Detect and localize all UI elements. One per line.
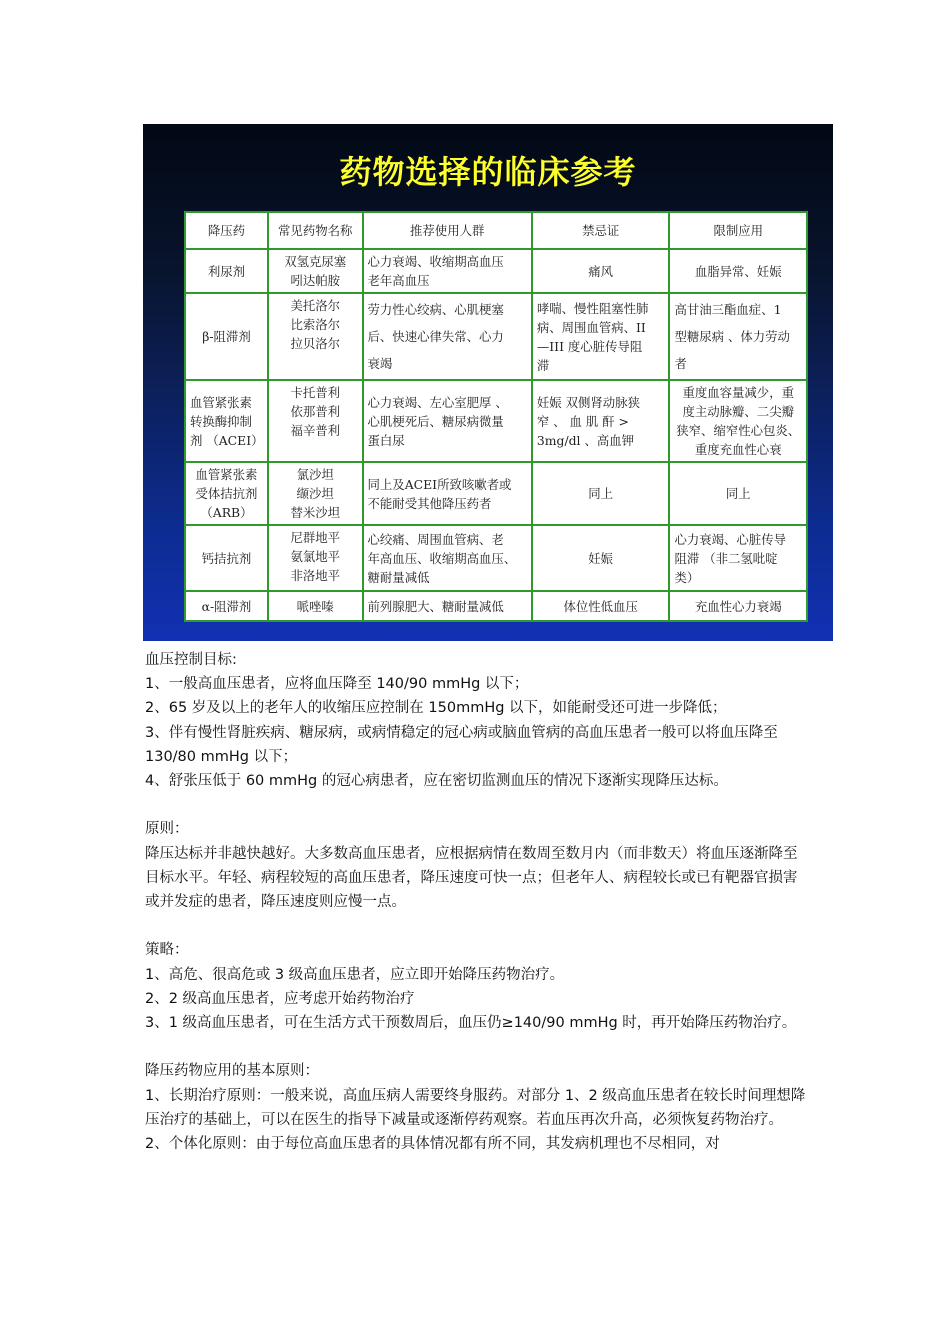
drug-table — [184, 211, 808, 622]
limit-cell: 高甘油三酯血症、1 型糖尿病 、体力劳动 者 — [669, 293, 807, 380]
list-item: 2、65 岁及以上的老年人的收缩压应控制在 150mmHg 以下，如能耐受还可进一步降低； — [145, 700, 727, 717]
section-title: 血压控制目标: — [145, 652, 237, 668]
recommend-cell: 心力衰竭、左心室肥厚 、 心肌梗死后、糖尿病微量 蛋白尿 — [363, 380, 532, 462]
drug-names-cell: 尼群地平 氨氯地平 非洛地平 — [268, 525, 363, 591]
header-cell: 常见药物名称 — [268, 212, 363, 249]
list-item: 1、长期治疗原则：一般来说，高血压病人需要终身服药。对部分 1、2 级高血压患者在较长时间理想降压治疗的基础上，可以在医生的指导下减量或逐渐停药观察。若血压再次升高，必须恢复药物治疗。 — [145, 1087, 806, 1128]
recommend-cell: 同上及ACEI所致咳嗽者或 不能耐受其他降压药者 — [363, 462, 532, 525]
contra-cell: 妊娠 — [532, 525, 670, 591]
list-item: 2、2 级高血压患者，应考虑开始药物治疗 — [145, 990, 415, 1007]
contra-cell: 痛风 — [532, 249, 670, 293]
drug-names-cell: 双氢克尿塞 吲达帕胺 — [268, 249, 363, 293]
limit-cell: 重度血容量减少，重 度主动脉瓣、二尖瓣 狭窄、缩窄性心包炎、 重度充血性心衰 — [669, 380, 807, 462]
paragraph: 降压达标并非越快越好。大多数高血压患者，应根据病情在数周至数月内（而非数天）将血压逐渐降至目标水平。年轻、病程较短的高血压患者，降压速度可快一点；但老年人、病程较长或已有靶器官损害或并发症的患者，降压速度则应慢一点。 — [145, 845, 798, 911]
recommend-cell: 心力衰竭、收缩期高血压 老年高血压 — [363, 249, 532, 293]
limit-cell: 同上 — [669, 462, 807, 525]
table-row — [185, 462, 807, 525]
header-cell: 禁忌证 — [532, 212, 670, 249]
paragraph-gap — [145, 914, 807, 938]
drug-class-cell: 血管紧张素受体拮抗剂（ARB） — [185, 462, 268, 525]
drug-names-cell: 哌唑嗪 — [268, 591, 363, 621]
drug-class-cell: α-阻滞剂 — [185, 591, 268, 621]
drug-names-cell: 美托洛尔 比索洛尔 拉贝洛尔 — [268, 293, 363, 380]
drug-class-cell: β-阻滞剂 — [185, 293, 268, 380]
recommend-cell: 前列腺肥大、糖耐量减低 — [363, 591, 532, 621]
list-item: 4、舒张压低于 60 mmHg 的冠心病患者，应在密切监测血压的情况下逐渐实现降压达标。 — [145, 773, 728, 790]
contra-cell: 哮喘、慢性阻塞性肺 病、周围血管病、II —III 度心脏传导阻 滞 — [532, 293, 670, 380]
recommend-cell: 劳力性心绞病、心肌梗塞 后、快速心律失常、心力 衰竭 — [363, 293, 532, 380]
slide-image — [143, 124, 833, 641]
recommend-cell: 心绞痛、周围血管病、老 年高血压、收缩期高血压、 糖耐量减低 — [363, 525, 532, 591]
section-title: 降压药物应用的基本原则： — [145, 1063, 319, 1080]
paragraph-gap — [145, 1035, 807, 1059]
limit-cell: 血脂异常、妊娠 — [669, 249, 807, 293]
table-row — [185, 591, 807, 621]
limit-cell: 充血性心力衰竭 — [669, 591, 807, 621]
table-row — [185, 525, 807, 591]
table-row — [185, 249, 807, 293]
drug-class-cell: 血管紧张素转换酶抑制剂 （ACEI） — [185, 380, 268, 462]
limit-cell: 心力衰竭、心脏传导 阻滞 （非二氢吡啶 类） — [669, 525, 807, 591]
header-cell: 推荐使用人群 — [363, 212, 532, 249]
section-title: 原则： — [145, 821, 189, 838]
table-row — [185, 380, 807, 462]
contra-cell: 妊娠 双侧肾动脉狭 窄 、 血 肌 酐 > 3mg/dl 、高血钾 — [532, 380, 670, 462]
list-item: 3、伴有慢性肾脏疾病、糖尿病，或病情稳定的冠心病或脑血管病的高血压患者一般可以将血压降至 130/80 mmHg 以下； — [145, 724, 778, 765]
drug-names-cell: 卡托普利 依那普利 福辛普利 — [268, 380, 363, 462]
document-body — [145, 648, 807, 1156]
list-item: 2、个体化原则：由于每位高血压患者的具体情况都有所不同，其发病机理也不尽相同，对 — [145, 1136, 720, 1153]
header-cell: 降压药 — [185, 212, 268, 249]
drug-class-cell: 利尿剂 — [185, 249, 268, 293]
list-item: 1、一般高血压患者，应将血压降至 140/90 mmHg 以下； — [145, 676, 529, 693]
header-cell: 限制应用 — [669, 212, 807, 249]
drug-class-cell: 钙拮抗剂 — [185, 525, 268, 591]
list-item: 1、高危、很高危或 3 级高血压患者，应立即开始降压药物治疗。 — [145, 966, 565, 983]
paragraph-gap — [145, 793, 807, 817]
drug-names-cell: 氯沙坦 缬沙坦 替米沙坦 — [268, 462, 363, 525]
contra-cell: 同上 — [532, 462, 670, 525]
table-row — [185, 293, 807, 380]
table-header-row — [185, 212, 807, 249]
contra-cell: 体位性低血压 — [532, 591, 670, 621]
section-title: 策略： — [145, 942, 189, 959]
list-item: 3、1 级高血压患者，可在生活方式干预数周后，血压仍≥140/90 mmHg 时，再开始降压药物治疗。 — [145, 1015, 797, 1032]
slide-title: 药物选择的临床参考 — [339, 153, 637, 191]
